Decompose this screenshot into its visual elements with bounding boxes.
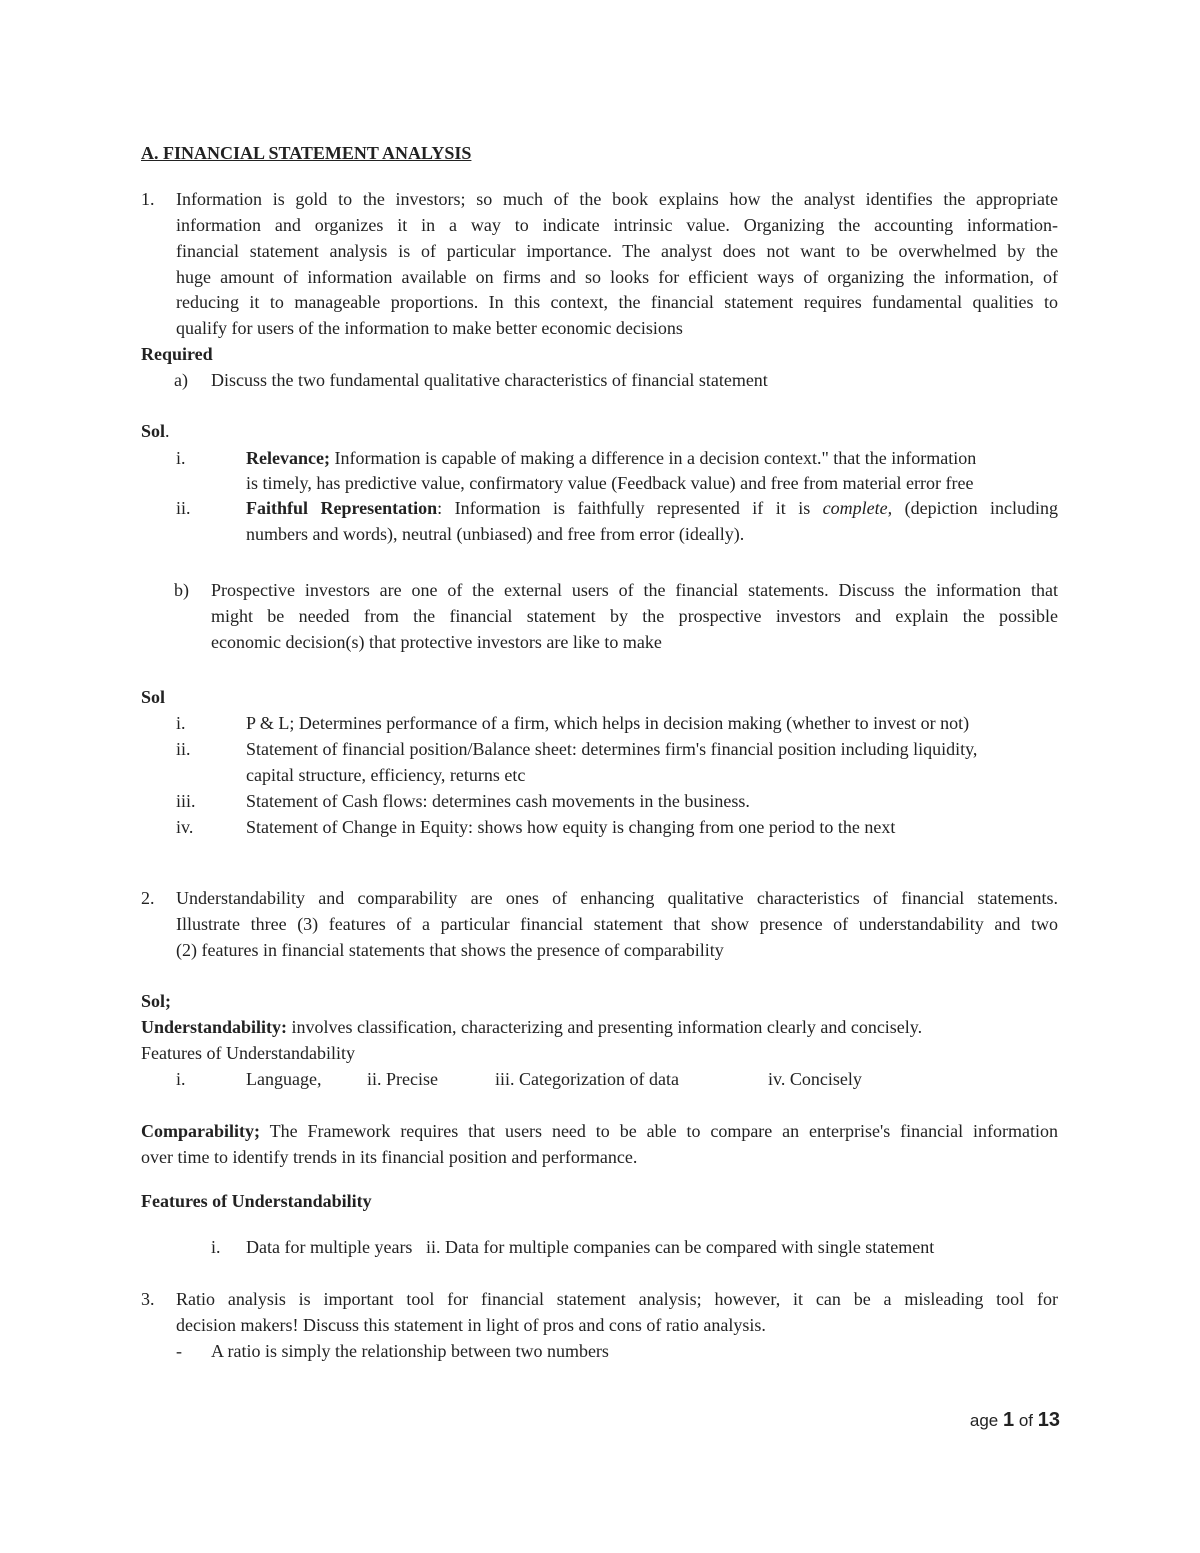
solution-label: Sol xyxy=(141,687,166,707)
question-number: 2. xyxy=(141,888,155,908)
answer-line xyxy=(141,1016,922,1038)
roman-numeral: ii. xyxy=(176,739,191,759)
paragraph-line: Ratio analysis is important tool for financial statement analysis; however, it can be a misleading tool for xyxy=(176,1289,1058,1309)
roman-numeral: i. xyxy=(176,1069,186,1089)
answer-line: numbers and words), neutral (unbiased) and free from error (ideally). xyxy=(246,524,745,544)
answer-line: over time to identify trends in its financial position and performance. xyxy=(141,1147,638,1167)
roman-numeral: ii. xyxy=(176,498,191,518)
term-comparability: Comparability; xyxy=(141,1121,260,1141)
faithful-text-b: (depiction including xyxy=(904,498,1059,518)
answer-line: P & L; Determines performance of a firm, which helps in decision making (whether to invest or not) xyxy=(246,713,970,733)
footer-prefix: age xyxy=(969,1411,999,1430)
features-label: Features of Understandability xyxy=(141,1043,355,1063)
understandability-text: involves classification, characterizing and presenting information clearly and concisely. xyxy=(291,1017,923,1037)
footer-of: of xyxy=(1018,1411,1034,1430)
paragraph-line: (2) features in financial statements that shows the presence of comparability xyxy=(176,940,724,960)
feature-item: ii. Precise xyxy=(367,1069,438,1089)
paragraph-line: Illustrate three (3) features of a particular financial statement that show presence of understandability and two xyxy=(176,914,1058,934)
roman-numeral: i. xyxy=(211,1237,221,1257)
roman-numeral: iii. xyxy=(176,791,196,811)
answer-line: Statement of Cash flows: determines cash movements in the business. xyxy=(246,791,750,811)
required-label: Required xyxy=(141,344,213,364)
answer-line: capital structure, efficiency, returns etc xyxy=(246,765,526,785)
term-relevance: Relevance; xyxy=(246,448,330,468)
sub-question-label: b) xyxy=(174,580,189,600)
footer-total-pages: 13 xyxy=(1037,1409,1060,1431)
sub-question-text: Prospective investors are one of the external users of the financial statements. Discuss the information that xyxy=(211,580,1058,600)
feature-item: iv. Concisely xyxy=(768,1069,862,1089)
paragraph-line: Understandability and comparability are ones of enhancing qualitative characteristics of financial statements. xyxy=(176,888,1058,908)
paragraph-line: huge amount of information available on firms and so looks for efficient ways of organizing the information, of xyxy=(176,267,1058,287)
question-number: 3. xyxy=(141,1289,155,1309)
footer-page-number: 1 xyxy=(1002,1409,1015,1431)
comparability-text: The Framework requires that users need to be able to compare an enterprise's financial information xyxy=(269,1121,1058,1141)
solution-label-dot: . xyxy=(165,421,170,441)
roman-numeral: iv. xyxy=(176,817,194,837)
answer-line: is timely, has predictive value, confirmatory value (Feedback value) and free from material error free xyxy=(246,473,974,493)
paragraph-line: information and organizes it in a way to indicate intrinsic value. Organizing the accounting information- xyxy=(176,215,1058,235)
faithful-text-a: : Information is faithfully represented if it is xyxy=(437,498,811,518)
feature-item: Data for multiple years ii. Data for multiple companies can be compared with single statement xyxy=(246,1237,935,1257)
answer-line: Statement of financial position/Balance sheet: determines firm's financial position including liquidity, xyxy=(246,739,978,759)
term-faithful-representation: Faithful Representation xyxy=(246,498,438,518)
term-understandability: Understandability: xyxy=(141,1017,288,1037)
paragraph-line: qualify for users of the information to make better economic decisions xyxy=(176,318,683,338)
sub-question-text: Discuss the two fundamental qualitative characteristics of financial statement xyxy=(211,370,768,390)
section-heading: A. FINANCIAL STATEMENT ANALYSIS xyxy=(141,143,472,163)
bullet-dash: - xyxy=(176,1341,182,1361)
question-number: 1. xyxy=(141,189,155,209)
solution-label: Sol; xyxy=(141,991,172,1011)
sub-question-text: economic decision(s) that protective investors are like to make xyxy=(211,632,662,652)
answer-line xyxy=(246,497,1058,519)
feature-item: Language, xyxy=(246,1069,322,1089)
bullet-text: A ratio is simply the relationship between two numbers xyxy=(211,1341,609,1361)
feature-item: iii. Categorization of data xyxy=(495,1069,679,1089)
relevance-text: Information is capable of making a difference in a decision context." that the information xyxy=(334,448,977,468)
answer-line xyxy=(246,447,976,469)
solution-label xyxy=(141,420,170,442)
solution-label-text: Sol xyxy=(141,421,166,441)
paragraph-line: Information is gold to the investors; so much of the book explains how the analyst identifies the appropriate xyxy=(176,189,1058,209)
faithful-text-emphasis: complete, xyxy=(822,498,893,518)
answer-line: Statement of Change in Equity: shows how equity is changing from one period to the next xyxy=(246,817,896,837)
roman-numeral: i. xyxy=(176,448,186,468)
answer-line xyxy=(141,1120,1058,1142)
paragraph-line: financial statement analysis is of particular importance. The analyst does not want to be overwhelmed by the xyxy=(176,241,1058,261)
roman-numeral: i. xyxy=(176,713,186,733)
page-footer xyxy=(950,1409,1060,1432)
paragraph-line: reducing it to manageable proportions. In this context, the financial statement requires fundamental qualities to xyxy=(176,292,1058,312)
paragraph-line: decision makers! Discuss this statement in light of pros and cons of ratio analysis. xyxy=(176,1315,766,1335)
sub-question-label: a) xyxy=(174,370,188,390)
features-label: Features of Understandability xyxy=(141,1191,372,1211)
sub-question-text: might be needed from the financial statement by the prospective investors and explain the possible xyxy=(211,606,1058,626)
